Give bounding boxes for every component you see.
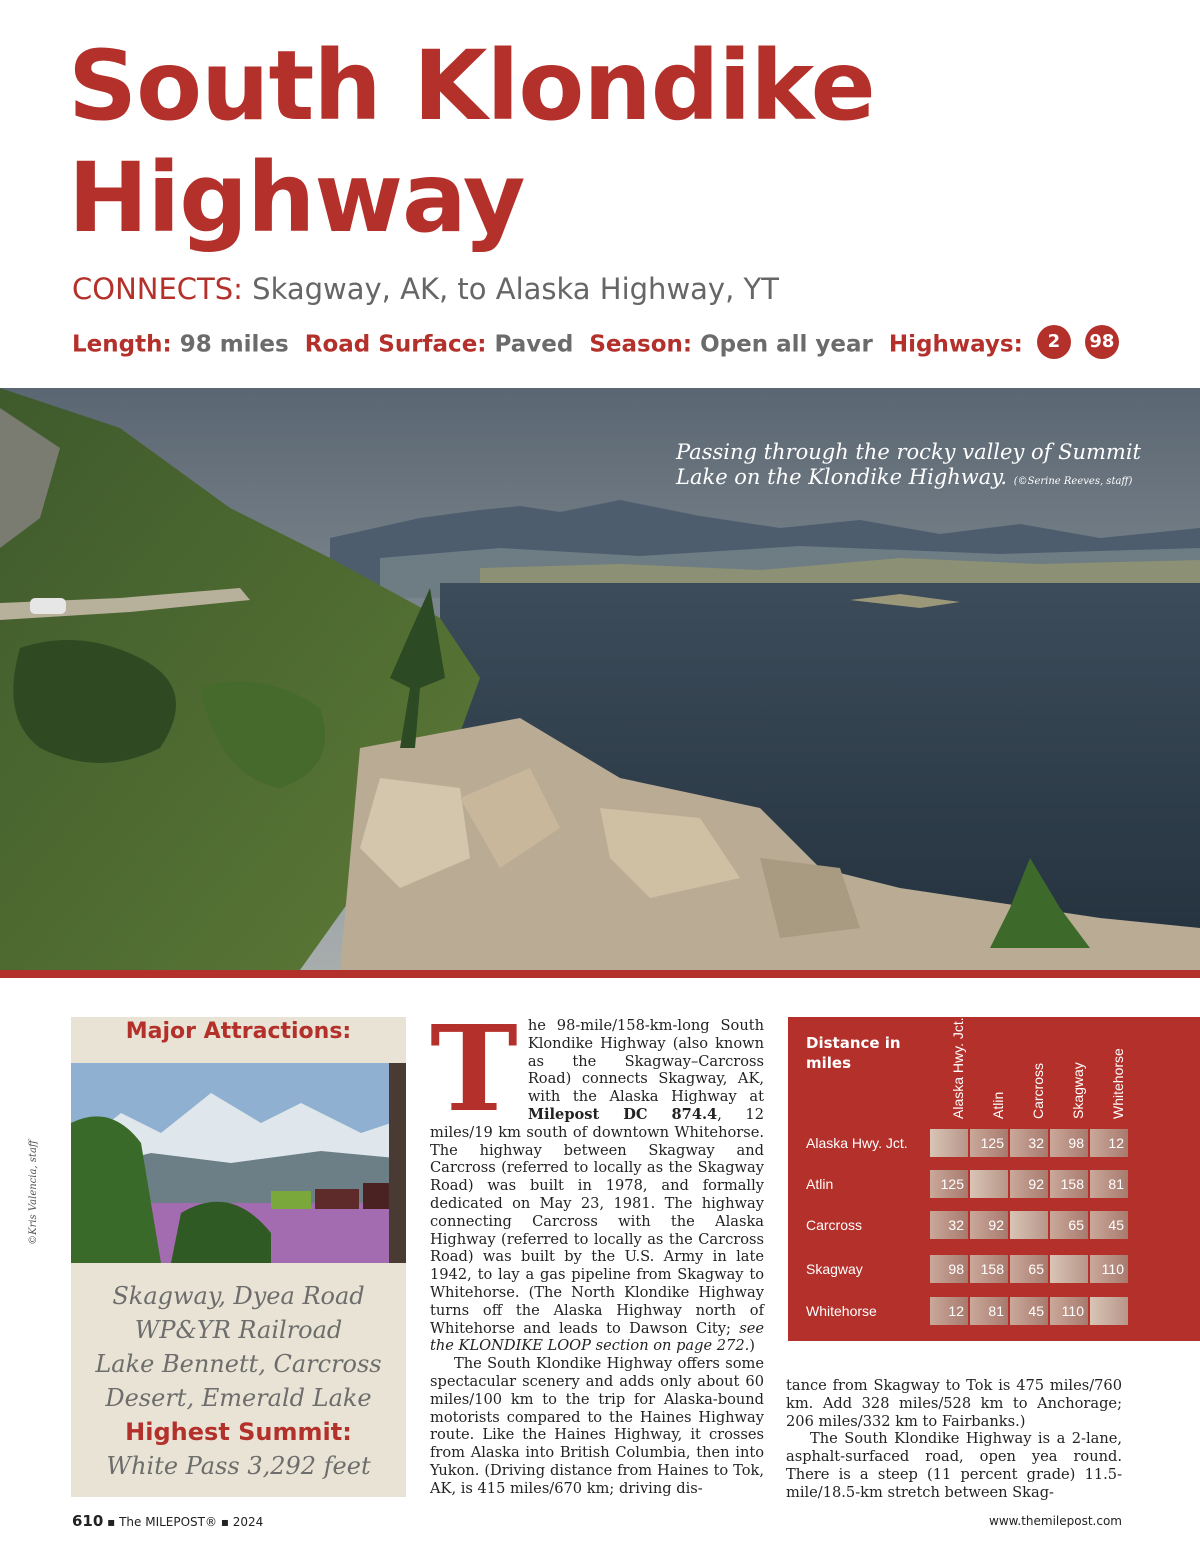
- distance-table: [788, 1017, 1200, 1341]
- cross-reference: see the KLONDIKE LOOP section on page 272.: [430, 1319, 764, 1355]
- season-value: Open all year: [700, 331, 873, 358]
- distance-cell: 158: [1050, 1170, 1088, 1198]
- specs-line: [72, 328, 1119, 362]
- row-label: Whitehorse: [806, 1303, 877, 1319]
- column-header: [1090, 1037, 1130, 1135]
- distance-cell: 125: [930, 1170, 968, 1198]
- distance-cell: 125: [970, 1129, 1008, 1157]
- distance-cell: [930, 1129, 968, 1157]
- attractions-list: [71, 1279, 406, 1483]
- column-header-label: Skagway: [1070, 1062, 1086, 1119]
- length-value: 98 miles: [179, 331, 289, 358]
- drop-cap: T: [430, 999, 518, 1138]
- row-label: Carcross: [806, 1217, 863, 1233]
- column-header: [930, 1017, 970, 1135]
- intro-paragraph: [430, 999, 764, 1498]
- page-footer: 610 ▪ The MILEPOST® ▪ 2024: [72, 1512, 264, 1530]
- highway-badge: 98: [1085, 325, 1119, 359]
- connects-label: CONNECTS:: [72, 272, 243, 306]
- body-paragraph: The South Klondike Highway is a 2-lane, asphalt-surfaced road, open yea round. There is a steep (11 percent grade) 11.5-mile/18.5-km stretch between Skag-: [786, 1430, 1122, 1501]
- milepost-reference: Milepost DC 874.4: [527, 1105, 718, 1123]
- season-label: Season:: [589, 331, 693, 358]
- column-header-label: Alaska Hwy. Jct.: [950, 1017, 966, 1119]
- body-column-2: [786, 1377, 1122, 1502]
- distance-cell: 110: [1050, 1297, 1088, 1325]
- column-header: [970, 1037, 1010, 1135]
- railroad-photo: [71, 1063, 406, 1263]
- page-number: 610: [72, 1512, 104, 1530]
- distance-cell: 12: [1090, 1129, 1128, 1157]
- connects-line: [72, 272, 779, 306]
- railroad-image: [71, 1063, 406, 1263]
- intro-text: he 98-mile/158-km-long South Klondike Highway (also known as the Skagway–Carcross Road) connects Skagway, AK, with the Alaska Highway at: [527, 1017, 764, 1106]
- highway-badge: 2: [1037, 325, 1071, 359]
- attraction-item: Lake Bennett, Carcross: [95, 1350, 382, 1378]
- row-label: Alaska Hwy. Jct.: [806, 1135, 908, 1151]
- highest-summit-value: White Pass 3,292 feet: [106, 1452, 371, 1480]
- attraction-item: Desert, Emerald Lake: [105, 1384, 372, 1412]
- surface-label: Road Surface:: [304, 331, 487, 358]
- summit-lake-photo: [0, 388, 1200, 970]
- distance-cell: 158: [970, 1255, 1008, 1283]
- length-label: Length:: [72, 331, 172, 358]
- distance-cell: 65: [1010, 1255, 1048, 1283]
- publication-year: 2024: [232, 1515, 264, 1529]
- highways-label: Highways:: [888, 331, 1023, 358]
- body-column-1: [430, 999, 764, 1498]
- row-label: Atlin: [806, 1176, 834, 1192]
- column-header-label: Carcross: [1030, 1062, 1046, 1119]
- connects-value: Skagway, AK, to Alaska Highway, YT: [252, 272, 779, 306]
- distance-cell: 12: [930, 1297, 968, 1325]
- distance-cell: 98: [1050, 1129, 1088, 1157]
- photo-caption-text: Passing through the rocky valley of Summit Lake on the Klondike Highway.: [676, 440, 1141, 489]
- attraction-item: Skagway, Dyea Road: [112, 1282, 365, 1310]
- distance-cell: 32: [1010, 1129, 1048, 1157]
- section-divider: [0, 970, 1200, 978]
- distance-cell: [1010, 1211, 1048, 1239]
- body-paragraph: [786, 1377, 1122, 1502]
- surface-value: Paved: [494, 331, 574, 358]
- sidebar-photo-credit: ©Kris Valencia, staff: [28, 1140, 39, 1245]
- distance-cell: 45: [1090, 1211, 1128, 1239]
- body-paragraph: The South Klondike Highway offers some spectacular scenery and adds only about 60 miles/100 km to the trip for Alaska-bound motorists compared to the Haines Highway route. Like the Haines Highway, it crosses from Alaska into British Columbia, then into Yukon. (Driving distance from Haines to Tok, AK, is 415 miles/670 km; driving dis-: [430, 1355, 764, 1497]
- column-header-label: Whitehorse: [1110, 1048, 1126, 1119]
- photo-credit: (©Serine Reeves, staff): [1013, 476, 1133, 487]
- attractions-heading: Major Attractions:: [125, 1019, 352, 1044]
- distance-cell: [1050, 1255, 1088, 1283]
- column-header: [1050, 1037, 1090, 1135]
- distance-cell: 32: [930, 1211, 968, 1239]
- major-attractions-panel: [71, 1017, 406, 1497]
- row-label: Skagway: [806, 1261, 863, 1277]
- distance-cell: 92: [970, 1211, 1008, 1239]
- intro-text: , 12 miles/19 km south of downtown Whitehorse. The highway between Skagway and Carcross (referred to locally as the Skagway Road) was built in 1978, and formally dedicated on May 23, 1981. The highway connecting Carcross with the Alaska Highway (referred to locally as the Carcross Road) was built by the U.S. Army in late 1942, to lay a gas pipeline from Skagway to Whitehorse. (The North Klondike Highway turns off the Alaska Highway north of Whitehorse and leads to Dawson City;: [430, 1105, 764, 1337]
- distance-cell: 81: [970, 1297, 1008, 1325]
- column-header-label: Atlin: [990, 1091, 1006, 1119]
- distance-cell: 98: [930, 1255, 968, 1283]
- distance-cell: 110: [1090, 1255, 1128, 1283]
- distance-table-title: Distance in miles: [806, 1034, 901, 1072]
- distance-cell: 81: [1090, 1170, 1128, 1198]
- highest-summit-label: Highest Summit:: [125, 1418, 352, 1446]
- distance-cell: [1090, 1297, 1128, 1325]
- distance-cell: [970, 1170, 1008, 1198]
- body-text-run: tance from Skagway to Tok is 475 miles/760 km. Add 328 miles/528 km to Anchorage; 206 miles/332 km to Fairbanks.): [786, 1377, 1122, 1430]
- page-title: South Klondike Highway: [68, 30, 875, 254]
- website-url: www.themilepost.com: [989, 1514, 1122, 1528]
- attraction-item: WP&YR Railroad: [134, 1316, 343, 1344]
- distance-cell: 65: [1050, 1211, 1088, 1239]
- intro-text: ): [749, 1337, 755, 1355]
- distance-cell: 92: [1010, 1170, 1048, 1198]
- column-header: [1010, 1037, 1050, 1135]
- publication-name: The MILEPOST®: [119, 1515, 217, 1529]
- photo-caption: [676, 440, 1146, 494]
- distance-cell: 45: [1010, 1297, 1048, 1325]
